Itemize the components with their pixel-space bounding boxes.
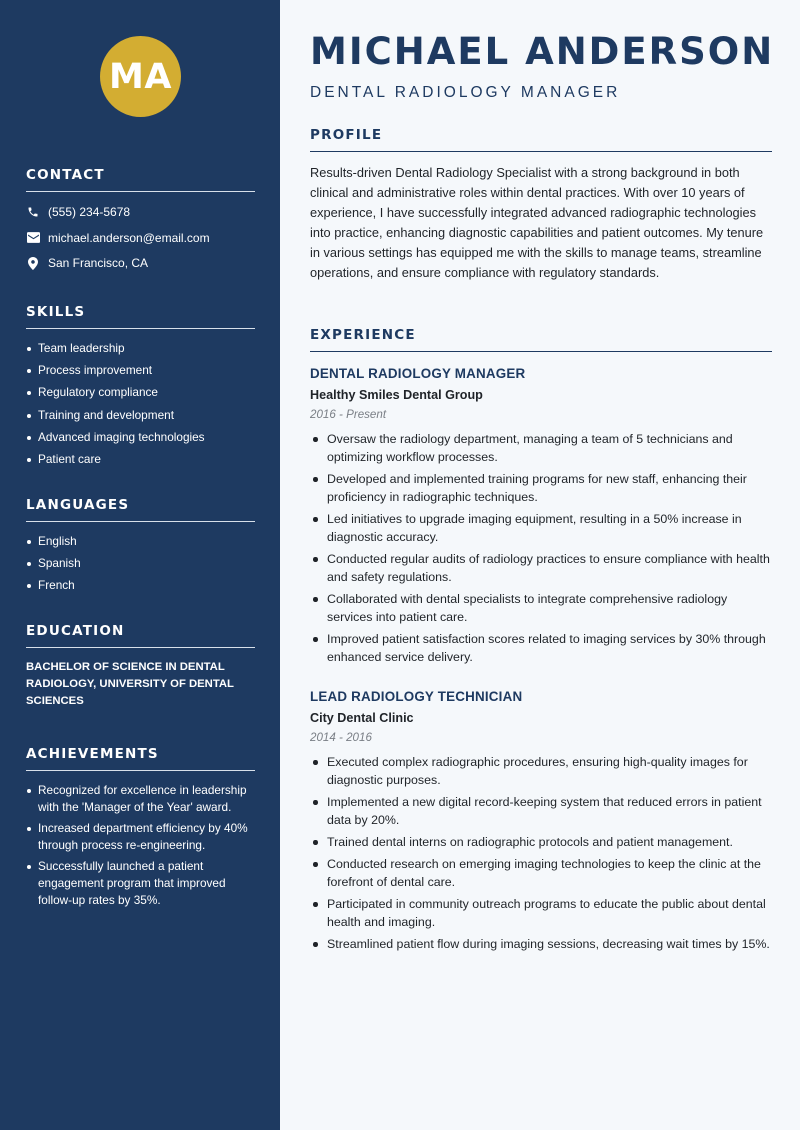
contact-phone[interactable] bbox=[26, 203, 255, 221]
list-item: Team leadership bbox=[26, 340, 255, 357]
list-item: Implemented a new digital record-keeping system that reduced errors in patient data by 20%. bbox=[310, 793, 772, 829]
skills-list bbox=[26, 340, 255, 468]
list-item: Successfully launched a patient engagement program that improved follow-up rates by 35%. bbox=[26, 858, 255, 909]
experience-heading: EXPERIENCE bbox=[310, 327, 772, 352]
contact-location bbox=[26, 254, 255, 272]
job-entry bbox=[310, 689, 772, 957]
education-heading: EDUCATION bbox=[26, 623, 255, 648]
avatar-initials: MA bbox=[109, 56, 172, 97]
company-name: Healthy Smiles Dental Group bbox=[310, 388, 483, 402]
list-item: Collaborated with dental specialists to integrate comprehensive radiology services into patient care. bbox=[310, 590, 772, 626]
experience-section bbox=[310, 327, 772, 352]
list-item: Improved patient satisfaction scores related to imaging services by 30% through enhanced service delivery. bbox=[310, 630, 772, 666]
languages-heading: LANGUAGES bbox=[26, 497, 255, 522]
languages-section bbox=[26, 497, 255, 600]
list-item: Led initiatives to upgrade imaging equipment, resulting in a 50% increase in diagnostic accuracy. bbox=[310, 510, 772, 546]
phone-icon bbox=[26, 205, 40, 219]
list-item: Recognized for excellence in leadership with the 'Manager of the Year' award. bbox=[26, 782, 255, 816]
list-item: Trained dental interns on radiographic protocols and patient management. bbox=[310, 833, 772, 851]
achievements-list bbox=[26, 782, 255, 909]
list-item: English bbox=[26, 533, 255, 550]
achievements-heading: ACHIEVEMENTS bbox=[26, 746, 255, 771]
phone-text: (555) 234-5678 bbox=[48, 205, 131, 219]
email-icon bbox=[26, 231, 40, 245]
list-item: Streamlined patient flow during imaging sessions, decreasing wait times by 15%. bbox=[310, 935, 772, 953]
contact-email[interactable] bbox=[26, 229, 255, 247]
job-title: LEAD RADIOLOGY TECHNICIAN bbox=[310, 689, 523, 704]
list-item: Conducted regular audits of radiology practices to ensure compliance with health and safety regulations. bbox=[310, 550, 772, 586]
list-item: Process improvement bbox=[26, 362, 255, 379]
job-title: DENTAL RADIOLOGY MANAGER bbox=[310, 366, 526, 381]
list-item: Participated in community outreach programs to educate the public about dental health and imaging. bbox=[310, 895, 772, 931]
avatar bbox=[100, 36, 181, 117]
education-section bbox=[26, 623, 255, 710]
sidebar bbox=[0, 0, 280, 1130]
list-item: French bbox=[26, 577, 255, 594]
list-item: Developed and implemented training programs for new staff, enhancing their proficiency in radiographic techniques. bbox=[310, 470, 772, 506]
job-title-header: DENTAL RADIOLOGY MANAGER bbox=[310, 84, 621, 101]
list-item: Patient care bbox=[26, 451, 255, 468]
profile-heading: PROFILE bbox=[310, 127, 772, 152]
location-pin-icon bbox=[26, 256, 40, 270]
list-item: Conducted research on emerging imaging technologies to keep the clinic at the forefront of dental care. bbox=[310, 855, 772, 891]
list-item: Increased department efficiency by 40% through process re-engineering. bbox=[26, 820, 255, 854]
candidate-name: MICHAEL ANDERSON bbox=[310, 30, 775, 73]
job-entry bbox=[310, 366, 772, 670]
location-text: San Francisco, CA bbox=[48, 256, 149, 271]
skills-heading: SKILLS bbox=[26, 304, 255, 329]
contact-section bbox=[26, 167, 255, 280]
company-name: City Dental Clinic bbox=[310, 711, 414, 725]
profile-text: Results-driven Dental Radiology Specialist with a strong background in both clinical and administrative roles within dental practices. With over 10 years of experience, I have successfully integrated advanced radiographic technologies into practice, enhancing diagnostic capabilities and patient outcomes. My tenure in various settings has equipped me with the skills to manage teams, streamline operations, and ensure compliance with regulatory standards. bbox=[310, 165, 764, 281]
list-item: Training and development bbox=[26, 407, 255, 424]
list-item: Oversaw the radiology department, managing a team of 5 technicians and optimizing workflow processes. bbox=[310, 430, 772, 466]
job-dates: 2016 - Present bbox=[310, 408, 387, 421]
contact-heading: CONTACT bbox=[26, 167, 255, 192]
education-degree: BACHELOR OF SCIENCE IN DENTAL RADIOLOGY, UNIVERSITY OF DENTAL SCIENCES bbox=[26, 661, 234, 707]
job-dates: 2014 - 2016 bbox=[310, 731, 372, 744]
achievements-section bbox=[26, 746, 255, 913]
profile-section bbox=[310, 127, 772, 284]
duties-list bbox=[310, 753, 772, 953]
duties-list bbox=[310, 430, 772, 666]
list-item: Regulatory compliance bbox=[26, 384, 255, 401]
skills-section bbox=[26, 304, 255, 473]
languages-list bbox=[26, 533, 255, 594]
list-item: Spanish bbox=[26, 555, 255, 572]
email-text: michael.anderson@email.com bbox=[48, 230, 210, 245]
list-item: Advanced imaging technologies bbox=[26, 429, 255, 446]
list-item: Executed complex radiographic procedures, ensuring high-quality images for diagnostic purposes. bbox=[310, 753, 772, 789]
